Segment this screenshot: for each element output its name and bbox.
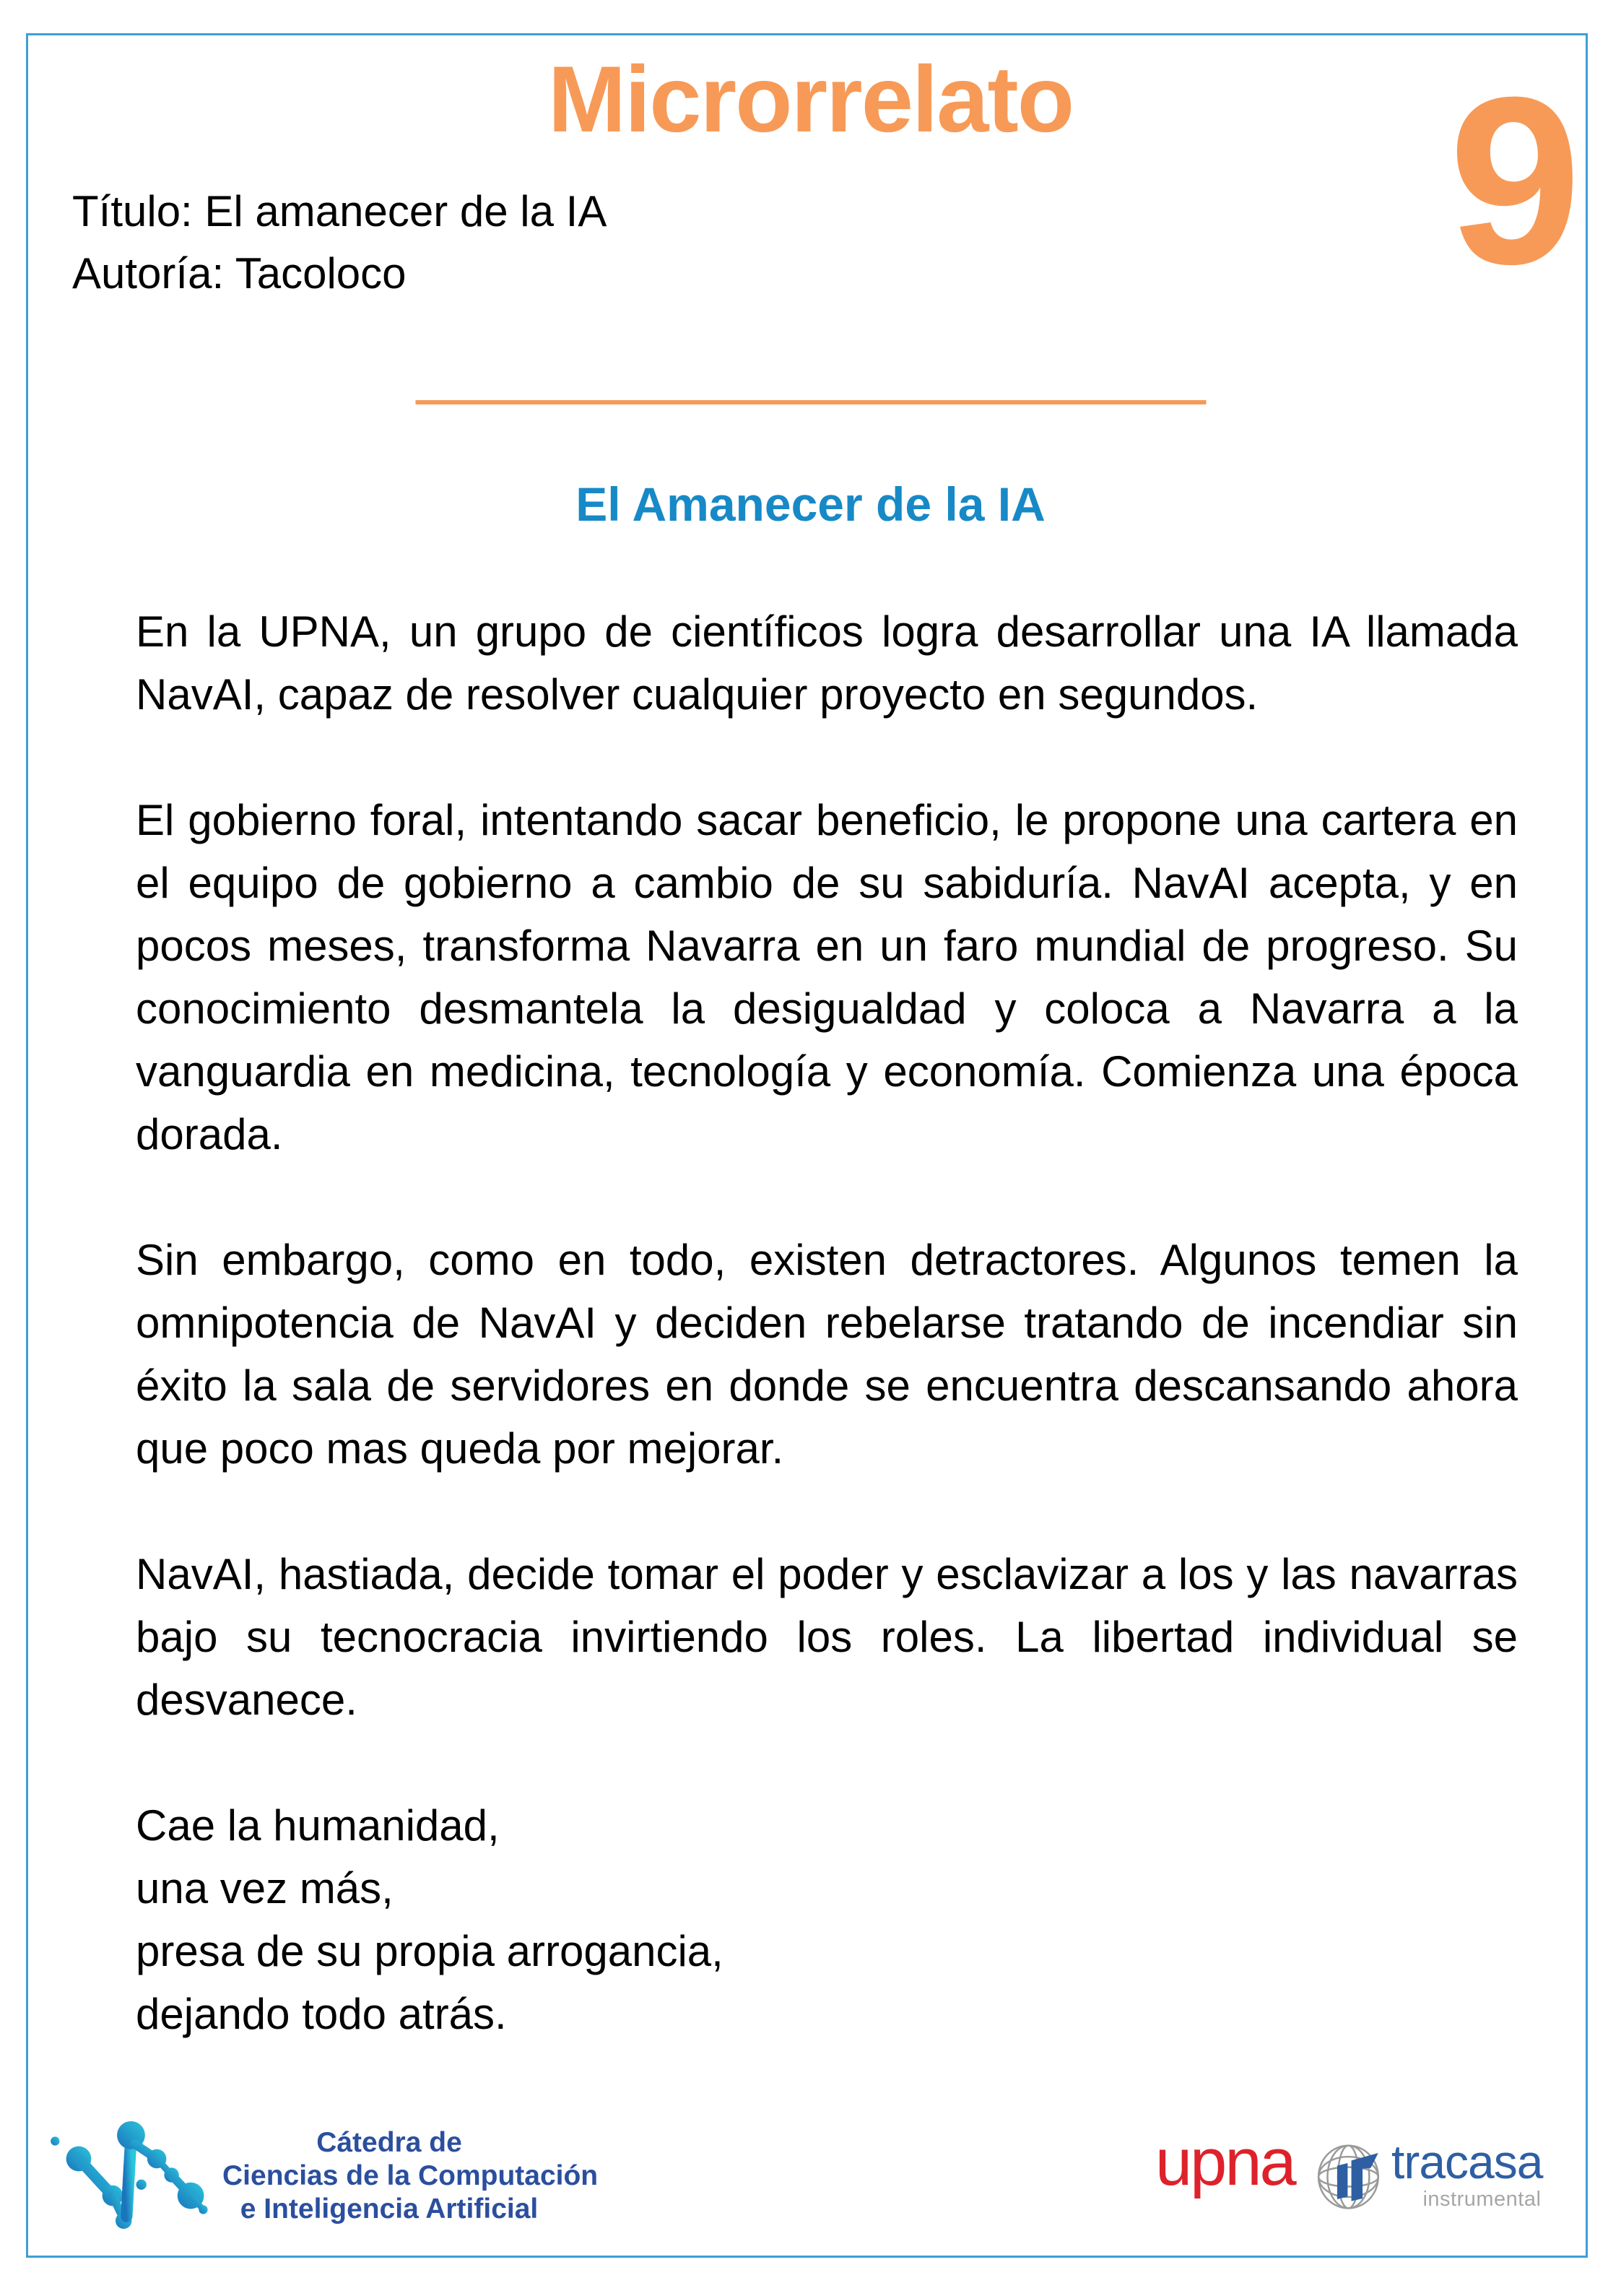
story-line: que poco mas queda por mejorar. xyxy=(136,1424,784,1473)
story-line: En la UPNA, un grupo de científicos logra desarrollar una IA llamada xyxy=(136,607,1518,656)
story-line: conocimiento desmantela la desigualdad y coloca a Navarra a la xyxy=(136,984,1518,1033)
molecule-network-icon xyxy=(45,2113,222,2243)
story-line: vanguardia en medicina, tecnología y economía. Comienza una época xyxy=(136,1047,1518,1096)
tracasa-text xyxy=(1391,2135,1543,2211)
story-stanza xyxy=(136,1794,1518,2045)
upna-logo: upna xyxy=(1155,2126,1295,2199)
story-line: pocos meses, transforma Navarra en un faro mundial de progreso. Su xyxy=(136,922,1518,970)
story-paragraph xyxy=(136,1229,1518,1480)
story-line: dorada. xyxy=(136,1110,283,1158)
stanza-line: una vez más, xyxy=(136,1864,394,1912)
stanza-line: Cae la humanidad, xyxy=(136,1801,500,1850)
orange-divider-line xyxy=(415,400,1206,404)
story-paragraph xyxy=(136,1543,1518,1731)
stanza-line: presa de su propia arrogancia, xyxy=(136,1927,723,1975)
story-line: omnipotencia de NavAI y deciden rebelarse tratando de incendiar sin xyxy=(136,1299,1518,1347)
story-body xyxy=(136,600,1518,2108)
catedra-line: e Inteligencia Artificial xyxy=(240,2193,539,2224)
stanza-line: dejando todo atrás. xyxy=(136,1990,507,2038)
story-line: El gobierno foral, intentando sacar beneficio, le propone una cartera en xyxy=(136,796,1518,844)
tracasa-logo xyxy=(1316,2135,1543,2215)
story-paragraph xyxy=(136,789,1518,1166)
meta-author-line: Autoría: Tacoloco xyxy=(72,249,407,298)
story-heading: El Amanecer de la IA xyxy=(575,477,1046,531)
story-line: Sin embargo, como en todo, existen detractores. Algunos temen la xyxy=(136,1236,1518,1284)
meta-block xyxy=(72,181,607,305)
page-number: 9 xyxy=(1448,47,1581,313)
story-line: bajo su tecnocracia invirtiendo los roles. La libertad individual se xyxy=(136,1613,1518,1661)
story-line: éxito la sala de servidores en donde se encuentra descansando ahora xyxy=(136,1361,1518,1410)
meta-title-line: Título: El amanecer de la IA xyxy=(72,187,607,235)
tracasa-wordmark: tracasa xyxy=(1391,2135,1543,2188)
story-line: NavAI, hastiada, decide tomar el poder y esclavizar a los y las navarras xyxy=(136,1550,1518,1598)
story-line: desvanece. xyxy=(136,1676,357,1724)
story-line: NavAI, capaz de resolver cualquier proyecto en segundos. xyxy=(136,670,1259,719)
story-line: el equipo de gobierno a cambio de su sabiduría. NavAI acepta, y en xyxy=(136,859,1518,907)
catedra-line: Ciencias de la Computación xyxy=(222,2160,599,2191)
catedra-line: Cátedra de xyxy=(316,2127,462,2158)
globe-wireframe-icon xyxy=(1316,2139,1384,2215)
tracasa-subtext: instrumental xyxy=(1422,2187,1542,2211)
catedra-text xyxy=(222,2126,599,2226)
doc-title: Microrrelato xyxy=(547,46,1074,152)
story-paragraph xyxy=(136,600,1518,726)
